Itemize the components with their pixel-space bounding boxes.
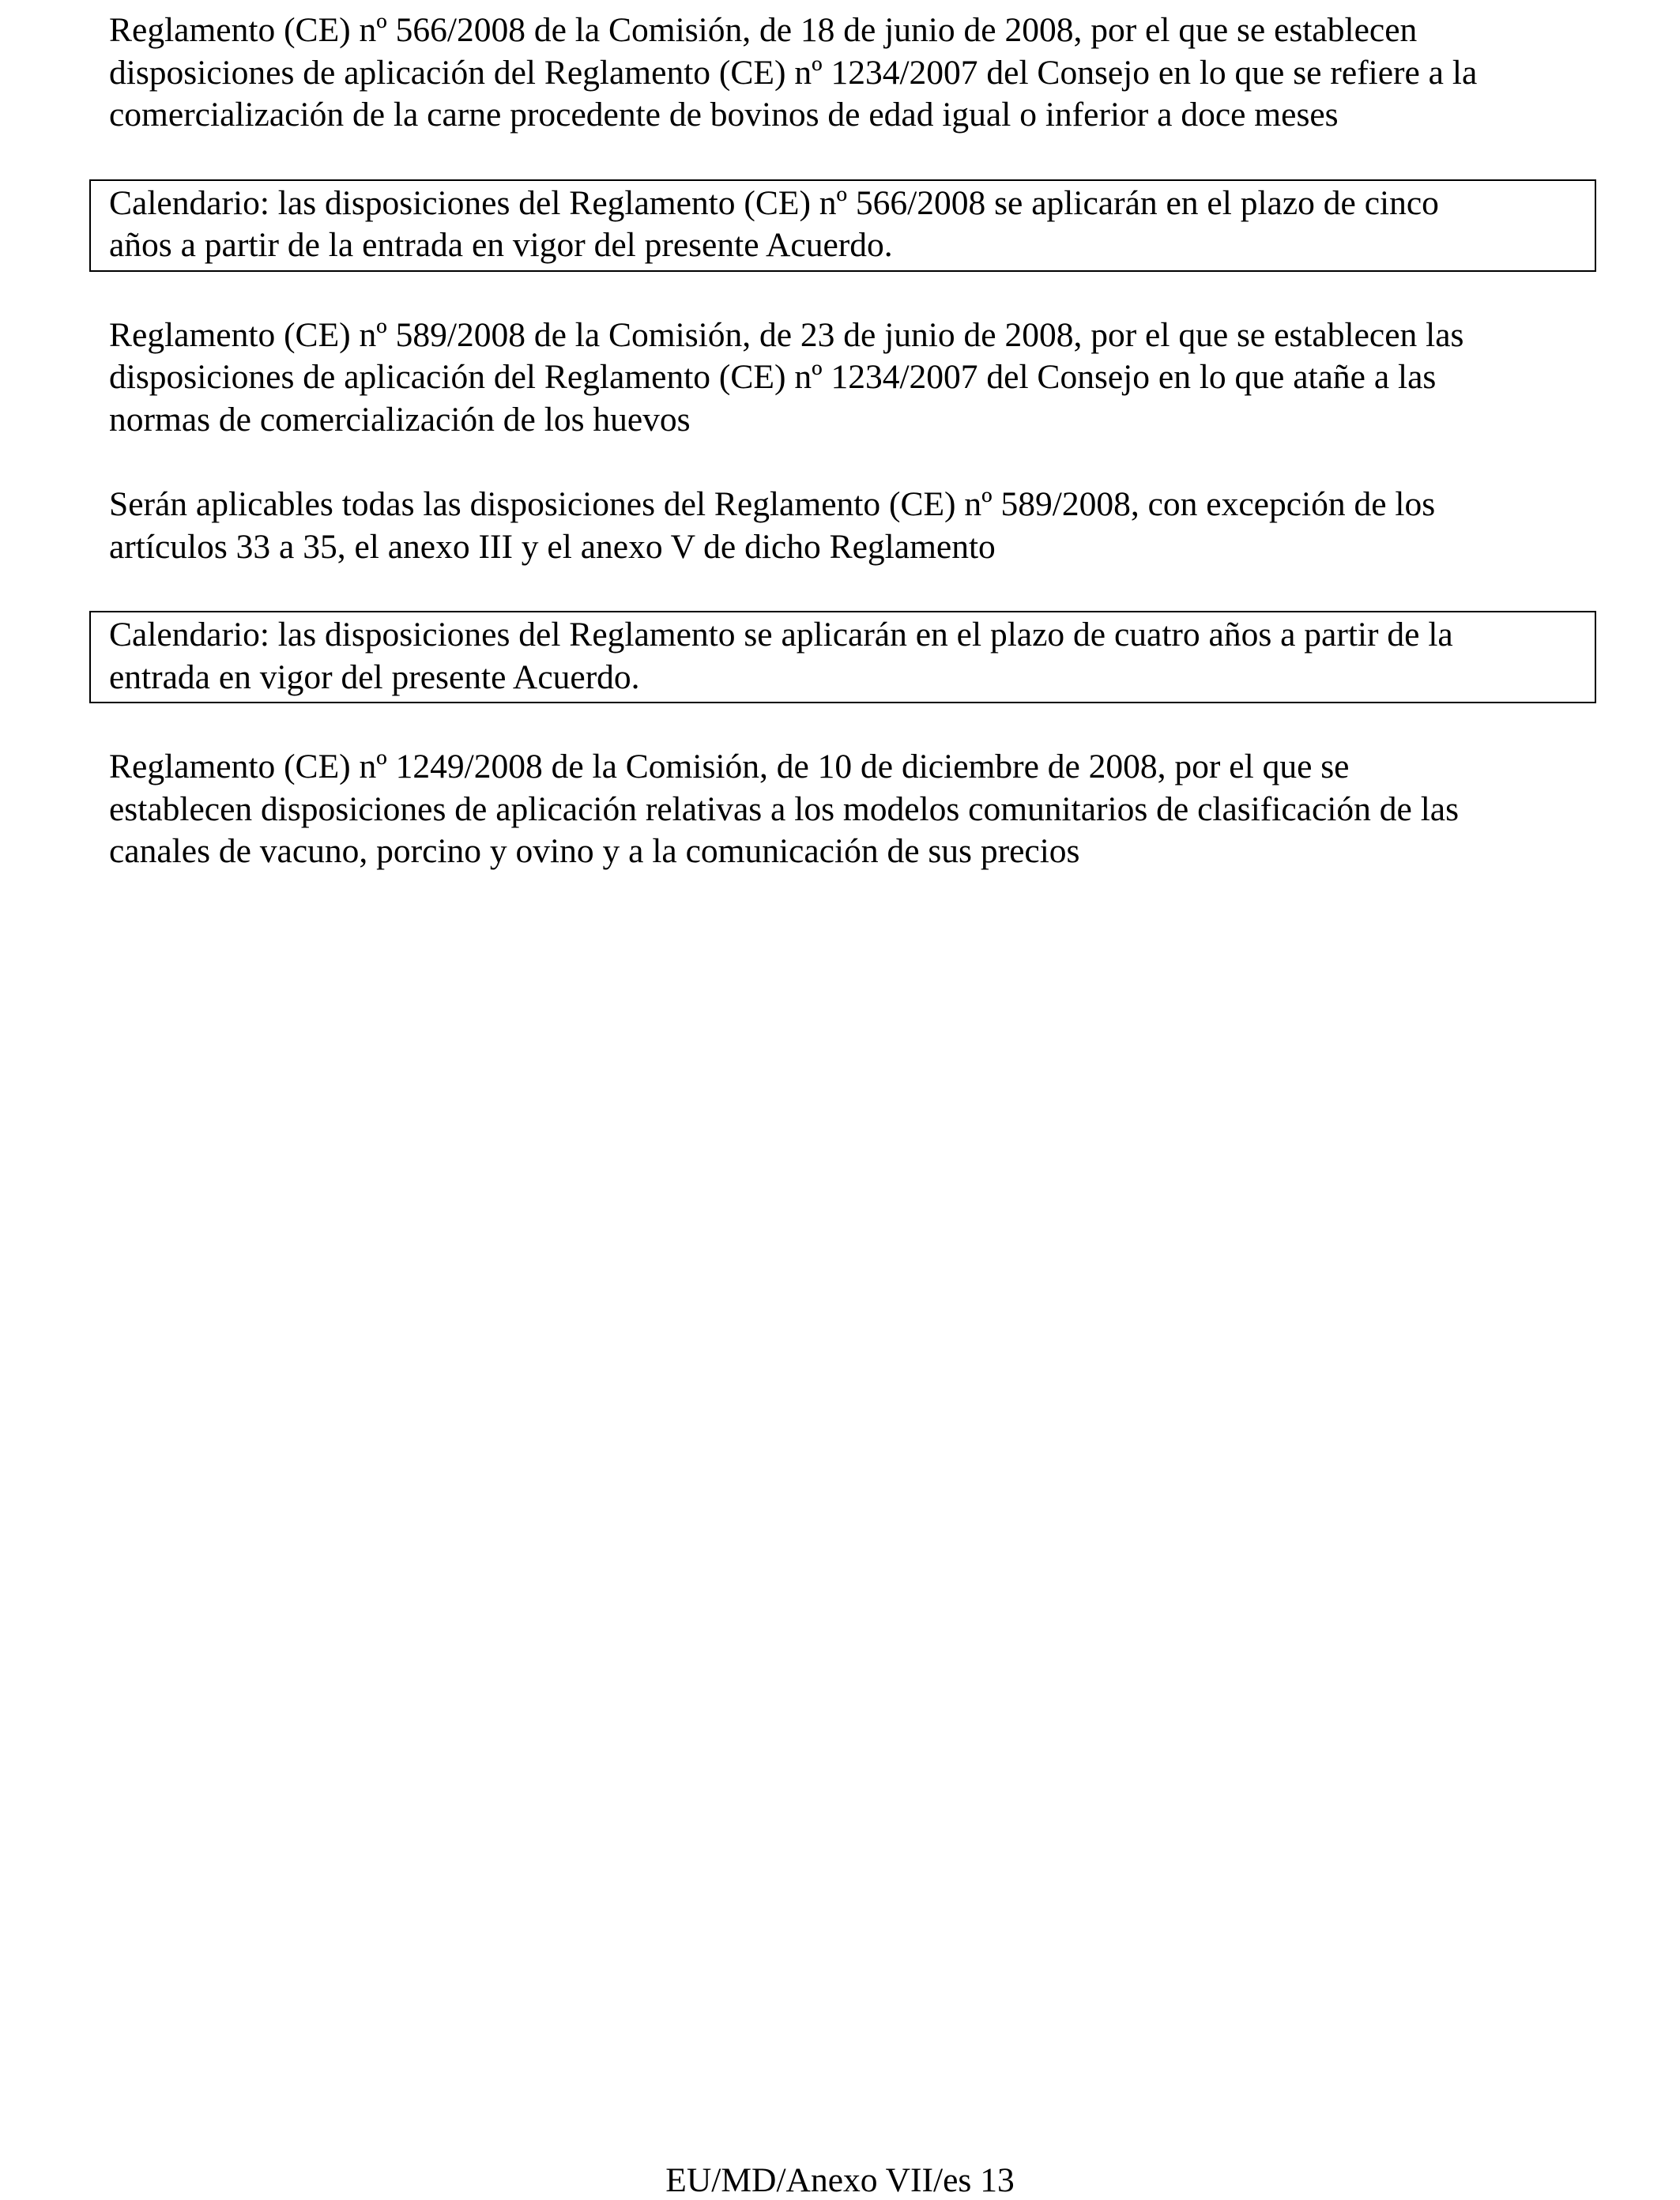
text-line: Calendario: las disposiciones del Reglamento se aplicarán en el plazo de cuatro años a partir de la <box>109 616 1453 654</box>
paragraph-spacer <box>109 441 1595 484</box>
regulation-589-2008-applicability <box>109 484 1595 568</box>
text-line: canales de vacuno, porcino y ovino y a la comunicación de sus precios <box>109 832 1080 870</box>
text-line: disposiciones de aplicación del Reglamento (CE) nº 1234/2007 del Consejo en lo que se refiere a la <box>109 53 1478 92</box>
paragraph-spacer <box>109 137 1595 179</box>
regulation-566-2008-title <box>109 9 1595 137</box>
text-line: disposiciones de aplicación del Reglamento (CE) nº 1234/2007 del Consejo en lo que atañe a las <box>109 358 1437 396</box>
calendar-box-566-2008 <box>89 179 1596 272</box>
text-line: Reglamento (CE) nº 566/2008 de la Comisión, de 18 de junio de 2008, por el que se establecen <box>109 11 1418 49</box>
text-line: artículos 33 a 35, el anexo III y el anexo V de dicho Reglamento <box>109 527 996 566</box>
regulation-589-2008-title <box>109 315 1595 442</box>
regulation-1249-2008-title <box>109 746 1595 873</box>
paragraph-spacer <box>109 272 1595 315</box>
paragraph-spacer <box>109 568 1595 611</box>
text-line: Serán aplicables todas las disposiciones del Reglamento (CE) nº 589/2008, con excepción de los <box>109 485 1436 523</box>
page-footer: EU/MD/Anexo VII/es 13 <box>665 2161 1015 2199</box>
document-body <box>109 9 1595 873</box>
paragraph-spacer <box>109 703 1595 746</box>
text-line: Calendario: las disposiciones del Reglamento (CE) nº 566/2008 se aplicarán en el plazo de cinco <box>109 183 1439 222</box>
text-line: años a partir de la entrada en vigor del presente Acuerdo. <box>109 226 893 264</box>
text-line: establecen disposiciones de aplicación relativas a los modelos comunitarios de clasificación de las <box>109 789 1460 828</box>
text-line: Reglamento (CE) nº 1249/2008 de la Comisión, de 10 de diciembre de 2008, por el que se <box>109 748 1350 785</box>
text-line: entrada en vigor del presente Acuerdo. <box>109 657 640 696</box>
text-line: comercialización de la carne procedente de bovinos de edad igual o inferior a doce meses <box>109 96 1339 134</box>
text-line: Reglamento (CE) nº 589/2008 de la Comisión, de 23 de junio de 2008, por el que se establecen las <box>109 315 1464 354</box>
calendar-box-589-2008 <box>89 611 1596 703</box>
text-line: normas de comercialización de los huevos <box>109 400 691 439</box>
